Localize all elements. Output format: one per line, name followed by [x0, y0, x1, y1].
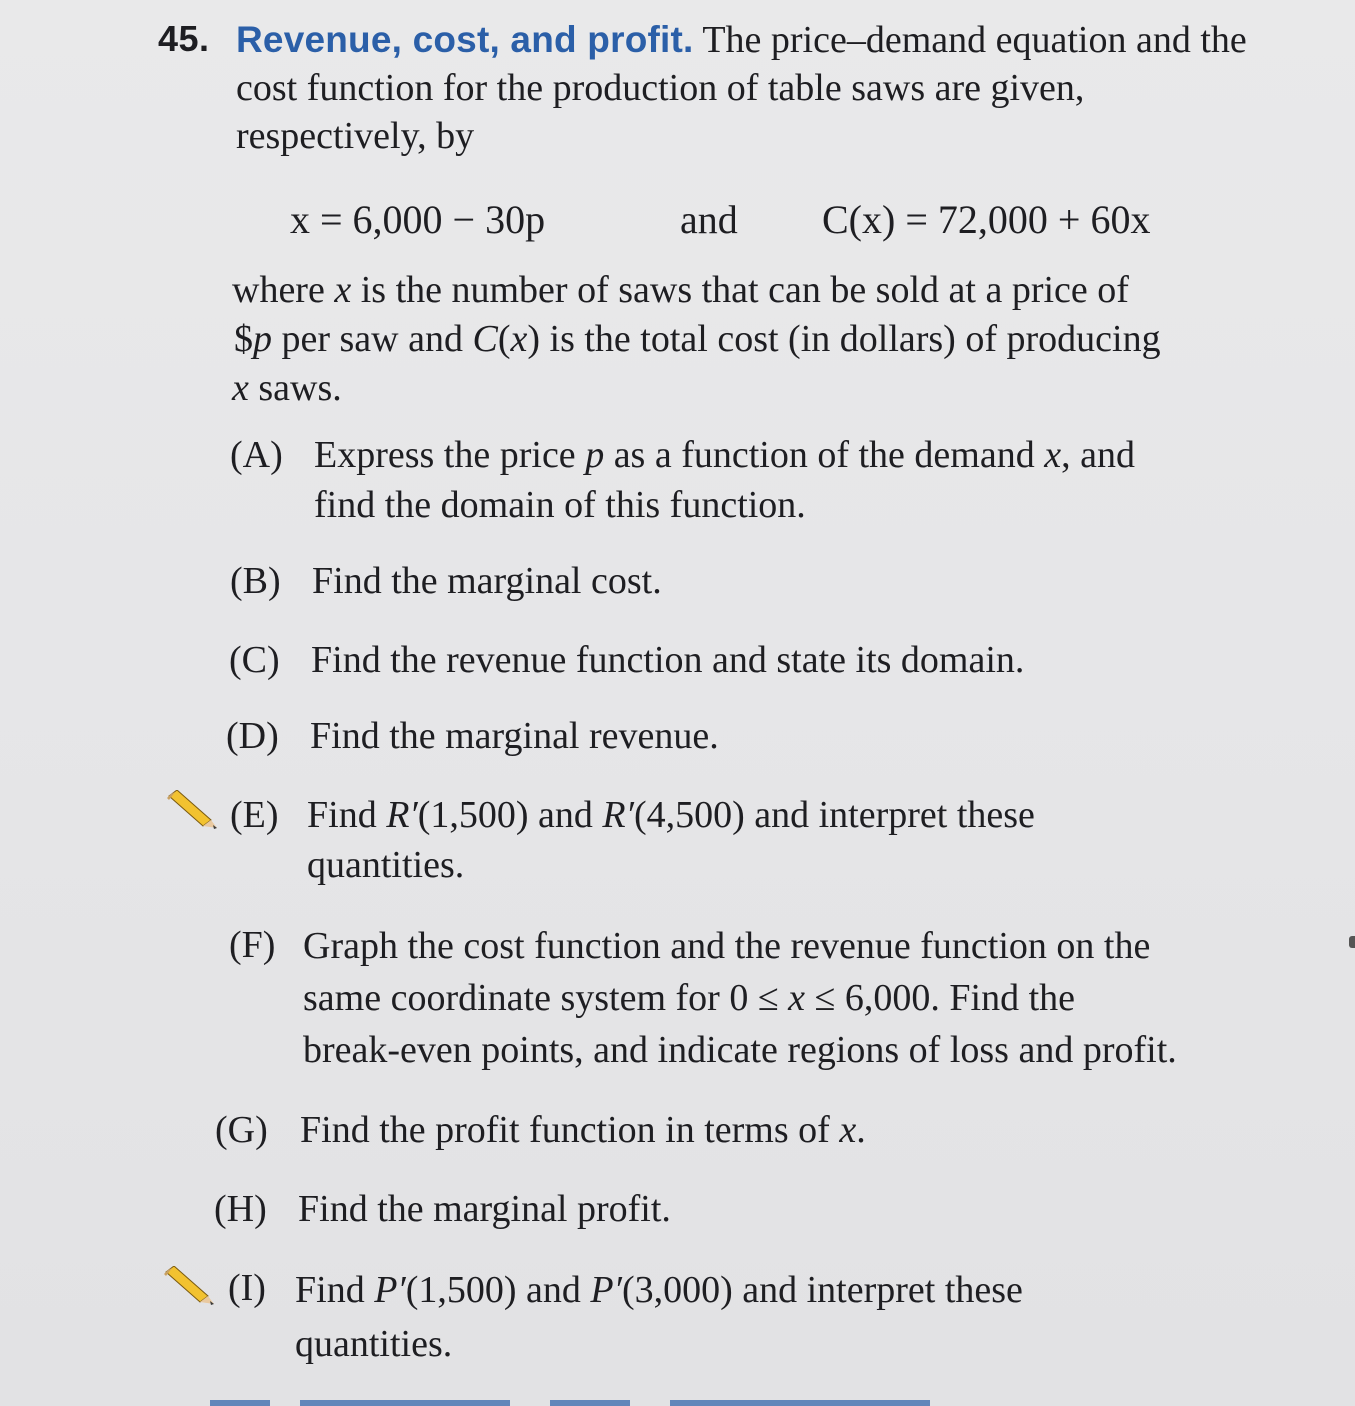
part-text: Express the price p as a function of the demand x, and find the domain of this function.: [314, 434, 1135, 526]
problem-intro-text: The price–demand equation and the cost function for the production of table saws are given, respectively, by: [236, 19, 1247, 157]
part-text: Find the revenue function and state its domain.: [311, 639, 1025, 681]
part-text: Find the marginal profit.: [298, 1188, 671, 1230]
pencil-icon: [162, 1266, 216, 1306]
part-a: [230, 430, 1290, 530]
part-b: [230, 556, 1230, 606]
part-label: (H): [214, 1188, 267, 1230]
part-text: Find the marginal revenue.: [310, 715, 719, 757]
part-text: Find R′(1,500) and R′(4,500) and interpret these quantities.: [307, 794, 1035, 886]
part-h: [214, 1184, 1214, 1234]
problem-title: Revenue, cost, and profit.: [236, 19, 694, 60]
part-label: (A): [230, 434, 283, 476]
part-label: (B): [230, 560, 281, 602]
part-label: (G): [215, 1109, 268, 1151]
equation-connector: and: [680, 197, 738, 242]
part-label: (E): [230, 794, 279, 836]
part-label: (D): [226, 715, 279, 757]
part-d: [226, 711, 1226, 761]
part-label: (F): [229, 924, 276, 966]
description-line-2: $p per saw and C(x) is the total cost (in dollars) of producing: [234, 318, 1161, 360]
part-text: Graph the cost function and the revenue function on the same coordinate system for 0 ≤ x ≤ 6,000. Find the break-even points, and indicate regions of loss and profit.: [303, 925, 1177, 1071]
variable-description: [232, 266, 1292, 413]
description-line-3: x saws.: [232, 367, 342, 409]
part-text: Find the marginal cost.: [312, 560, 662, 602]
part-label: (C): [229, 639, 280, 681]
part-text: Find P′(1,500) and P′(3,000) and interpret these quantities.: [295, 1269, 1023, 1365]
part-g: [215, 1105, 1215, 1155]
problem-number: 45.: [158, 18, 210, 59]
part-i: [228, 1263, 1268, 1373]
demand-equation: x = 6,000 − 30p: [290, 197, 546, 242]
pencil-icon: [165, 790, 219, 830]
part-e: [230, 790, 1270, 890]
part-text: Find the profit function in terms of x.: [300, 1109, 866, 1151]
problem-intro: [236, 16, 1276, 160]
description-line-1: where x is the number of saws that can be sold at a price of: [232, 269, 1129, 311]
page-edge-mark: [1349, 936, 1355, 948]
cost-equation: C(x) = 72,000 + 60x: [822, 197, 1151, 242]
part-label: (I): [228, 1267, 266, 1309]
equation-row: [0, 196, 1355, 248]
part-f: [229, 920, 1309, 1080]
next-problem-cutoff: [210, 1392, 930, 1406]
part-c: [229, 635, 1229, 685]
